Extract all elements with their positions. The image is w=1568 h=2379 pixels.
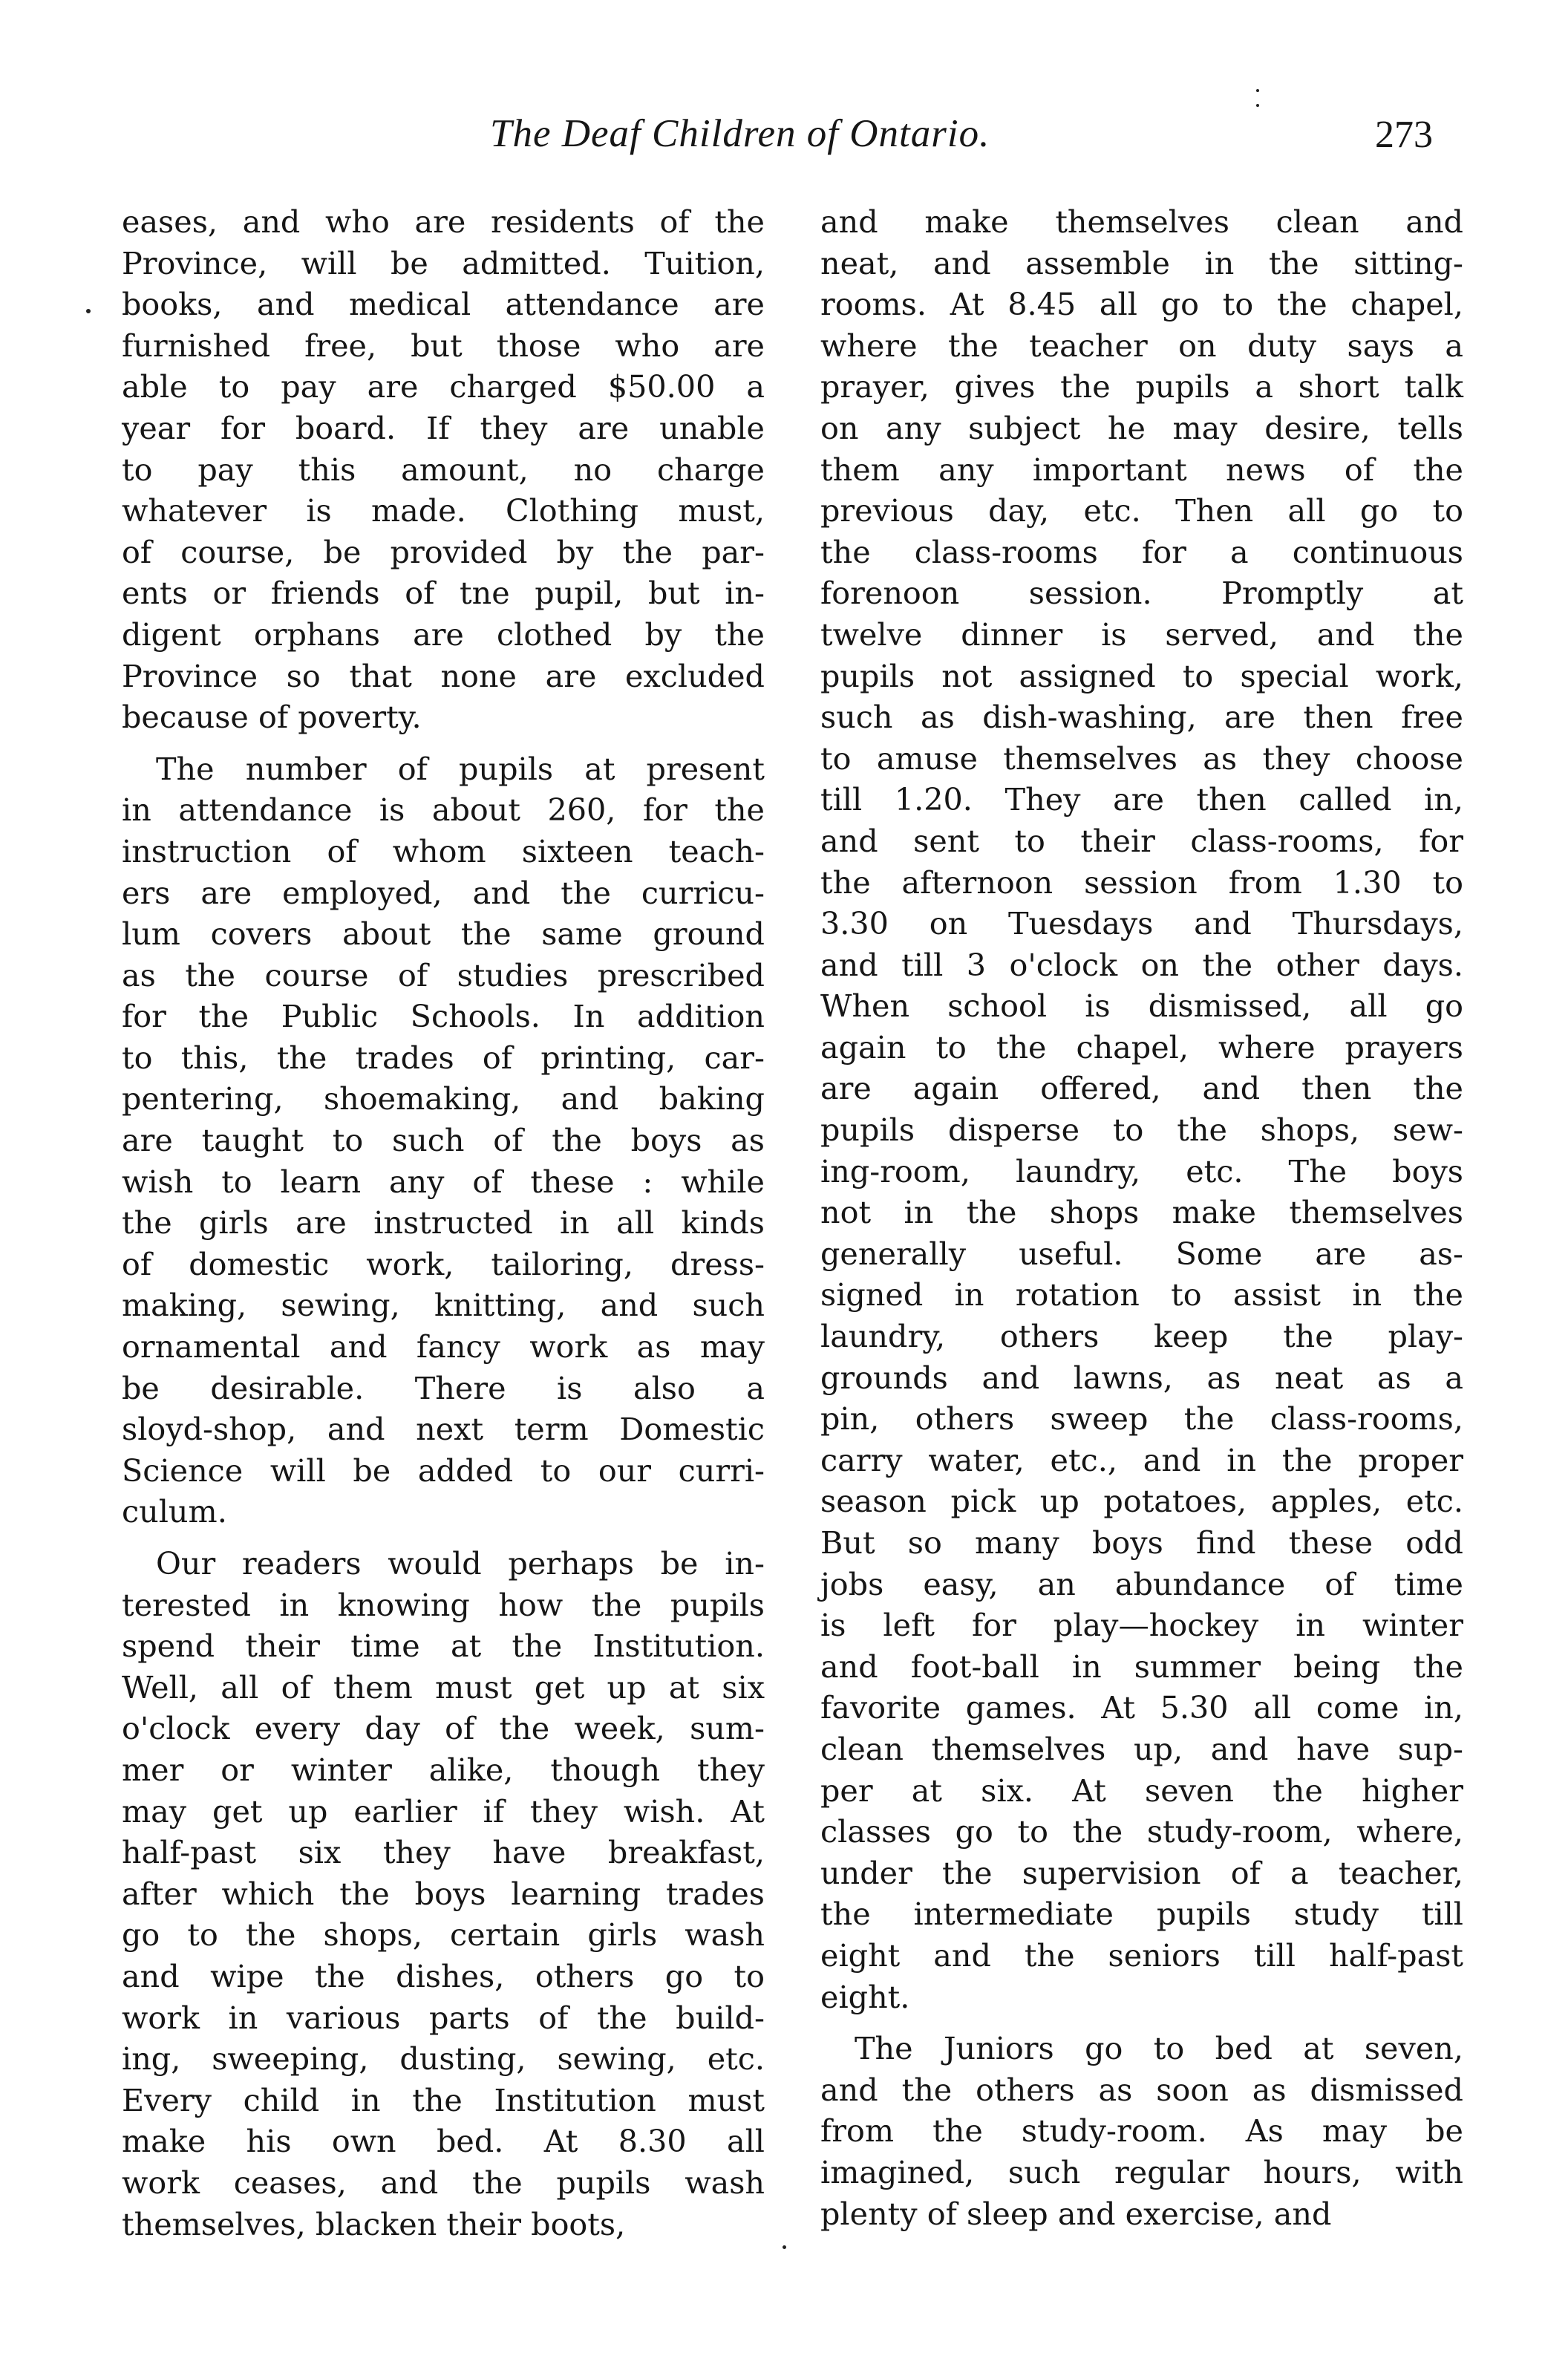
text-line: clean themselves up, and have sup-	[820, 1731, 1463, 1767]
print-speck	[1256, 104, 1259, 107]
text-line: go to the shops, certain girls wash	[122, 1917, 765, 1954]
text-line: previous day, etc. Then all go to	[820, 493, 1463, 529]
text-line: to this, the trades of printing, car-	[122, 1040, 765, 1076]
text-line: may get up earlier if they wish. At	[122, 1793, 765, 1830]
text-line: the afternoon session from 1.30 to	[820, 864, 1463, 901]
text-line: o'clock every day of the week, sum-	[122, 1711, 765, 1747]
text-line: and sent to their class-rooms, for	[820, 823, 1463, 859]
text-line: plenty of sleep and exercise, and	[820, 2196, 1332, 2232]
text-line: ornamental and fancy work as may	[122, 1329, 765, 1365]
text-line: and the others as soon as dismissed	[820, 2072, 1463, 2108]
text-line: neat, and assemble in the sitting-	[820, 245, 1463, 281]
text-line: eight.	[820, 1979, 910, 2015]
text-line: be desirable. There is also a	[122, 1370, 765, 1406]
text-line: furnished free, but those who are	[122, 327, 765, 364]
text-line: When school is dismissed, all go	[820, 988, 1463, 1025]
text-line: Province so that none are excluded	[122, 658, 765, 694]
text-line: classes go to the study-room, where,	[820, 1814, 1463, 1850]
text-line: of course, be provided by the par-	[122, 534, 765, 570]
text-line: the girls are instructed in all kinds	[122, 1205, 765, 1241]
paragraph-gap	[122, 1533, 765, 1544]
text-line: the intermediate pupils study till	[820, 1896, 1463, 1933]
text-line: The Juniors go to bed at seven,	[855, 2031, 1463, 2067]
text-line: are again offered, and then the	[820, 1071, 1463, 1107]
text-line: where the teacher on duty says a	[820, 327, 1463, 364]
text-line: rooms. At 8.45 all go to the chapel,	[820, 287, 1463, 323]
text-line: to amuse themselves as they choose	[820, 740, 1463, 777]
text-line: Science will be added to our curri-	[122, 1452, 765, 1489]
text-line: prayer, gives the pupils a short talk	[820, 369, 1463, 405]
text-line: year for board. If they are unable	[122, 410, 765, 446]
text-line: Well, all of them must get up at six	[122, 1669, 765, 1706]
text-line: Every child in the Institution must	[122, 2082, 765, 2118]
print-speck	[86, 309, 91, 313]
text-line: ing-room, laundry, etc. The boys	[820, 1153, 1463, 1190]
text-line: half-past six they have breakfast,	[122, 1835, 765, 1871]
text-line: and till 3 o'clock on the other days.	[820, 947, 1463, 983]
text-line: per at six. At seven the higher	[820, 1772, 1463, 1809]
text-line: wish to learn any of these : while	[122, 1164, 765, 1200]
text-line: work ceases, and the pupils wash	[122, 2164, 765, 2201]
text-line: to pay this amount, no charge	[122, 451, 765, 488]
left-text-column	[122, 202, 765, 2245]
text-line: jobs easy, an abundance of time	[820, 1566, 1463, 1602]
page-number: 273	[1375, 114, 1433, 156]
text-line: grounds and lawns, as neat as a	[820, 1360, 1463, 1396]
text-line: making, sewing, knitting, and such	[122, 1288, 765, 1324]
text-line: because of poverty.	[122, 699, 422, 736]
text-line: season pick up potatoes, apples, etc.	[820, 1484, 1463, 1520]
text-line: in attendance is about 260, for the	[122, 792, 765, 829]
text-line: eases, and who are residents of the	[122, 204, 765, 240]
paragraph	[122, 1544, 765, 2245]
text-line: sloyd-shop, and next term Domestic	[122, 1412, 765, 1448]
text-line: 3.30 on Tuesdays and Thursdays,	[820, 906, 1463, 942]
text-line: ing, sweeping, dusting, sewing, etc.	[122, 2041, 765, 2078]
text-line: digent orphans are clothed by the	[122, 616, 765, 653]
right-text-column	[820, 202, 1463, 2235]
text-line: make his own bed. At 8.30 all	[122, 2124, 765, 2160]
text-line: themselves, blacken their boots,	[122, 2206, 626, 2242]
text-line: them any important news of the	[820, 451, 1463, 488]
text-line: till 1.20. They are then called in,	[820, 782, 1463, 818]
text-line: whatever is made. Clothing must,	[122, 493, 765, 529]
text-line: But so many boys find these odd	[820, 1525, 1463, 1561]
text-line: on any subject he may desire, tells	[820, 410, 1463, 446]
text-line: as the course of studies prescribed	[122, 957, 765, 993]
paragraph	[122, 749, 765, 1533]
text-line: imagined, such regular hours, with	[820, 2154, 1463, 2190]
text-line: pupils not assigned to special work,	[820, 658, 1463, 694]
text-line: terested in knowing how the pupils	[122, 1587, 765, 1623]
text-line: carry water, etc., and in the proper	[820, 1442, 1463, 1478]
text-line: is left for play—hockey in winter	[820, 1608, 1463, 1644]
text-line: signed in rotation to assist in the	[820, 1277, 1463, 1313]
paragraph	[820, 2029, 1463, 2235]
text-line: and wipe the dishes, others go to	[122, 1958, 765, 1994]
text-line: not in the shops make themselves	[820, 1195, 1463, 1231]
text-line: and foot-ball in summer being the	[820, 1648, 1463, 1685]
print-speck	[1256, 89, 1259, 92]
text-line: the class-rooms for a continuous	[820, 534, 1463, 570]
text-line: pentering, shoemaking, and baking	[122, 1081, 765, 1117]
text-line: pupils disperse to the shops, sew-	[820, 1112, 1463, 1149]
paragraph	[820, 202, 1463, 2018]
text-line: eight and the seniors till half-past	[820, 1937, 1463, 1974]
text-line: of domestic work, tailoring, dress-	[122, 1246, 765, 1282]
text-line: favorite games. At 5.30 all come in,	[820, 1690, 1463, 1726]
text-line: laundry, others keep the play-	[820, 1319, 1463, 1355]
text-line: are taught to such of the boys as	[122, 1123, 765, 1159]
text-line: pin, others sweep the class-rooms,	[820, 1401, 1463, 1437]
text-line: for the Public Schools. In addition	[122, 999, 765, 1035]
text-line: spend their time at the Institution.	[122, 1628, 765, 1665]
text-line: and make themselves clean and	[820, 204, 1463, 240]
paragraph-gap	[820, 2018, 1463, 2029]
text-line: lum covers about the same ground	[122, 916, 765, 953]
text-line: forenoon session. Promptly at	[820, 575, 1463, 612]
text-line: culum.	[122, 1494, 227, 1530]
paragraph-gap	[122, 739, 765, 749]
text-line: The number of pupils at present	[156, 751, 765, 787]
text-line: able to pay are charged $50.00 a	[122, 369, 765, 405]
text-line: books, and medical attendance are	[122, 287, 765, 323]
text-line: again to the chapel, where prayers	[820, 1029, 1463, 1066]
text-line: from the study-room. As may be	[820, 2113, 1463, 2150]
print-speck	[783, 2245, 786, 2249]
text-line: work in various parts of the build-	[122, 2000, 765, 2036]
text-line: instruction of whom sixteen teach-	[122, 833, 765, 869]
text-line: such as dish-washing, are then free	[820, 699, 1463, 736]
paragraph	[122, 202, 765, 739]
text-line: mer or winter alike, though they	[122, 1752, 765, 1788]
text-line: Province, will be admitted. Tuition,	[122, 245, 765, 281]
text-line: ents or friends of tne pupil, but in-	[122, 575, 765, 612]
text-line: generally useful. Some are as-	[820, 1236, 1463, 1272]
text-line: under the supervision of a teacher,	[820, 1855, 1463, 1891]
text-line: after which the boys learning trades	[122, 1876, 765, 1912]
text-line: Our readers would perhaps be in-	[156, 1546, 765, 1582]
text-line: twelve dinner is served, and the	[820, 616, 1463, 653]
text-line: ers are employed, and the curricu-	[122, 875, 765, 911]
running-title: The Deaf Children of Ontario.	[490, 112, 990, 155]
